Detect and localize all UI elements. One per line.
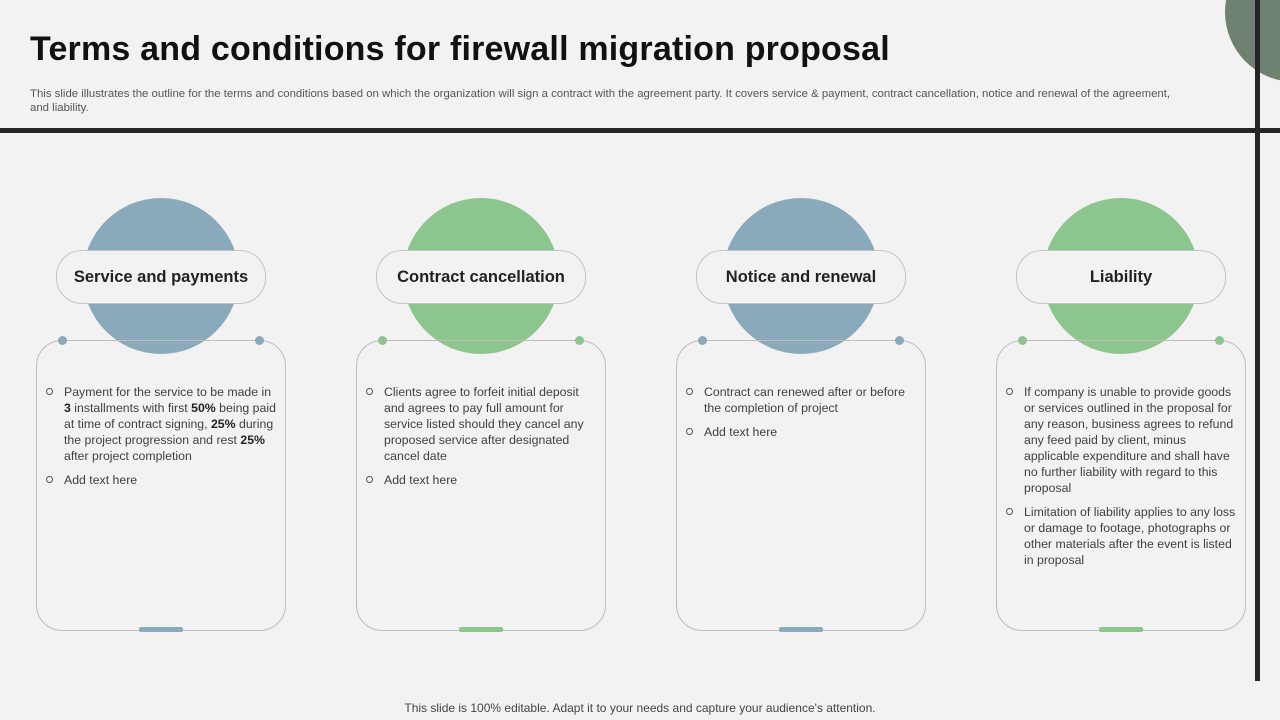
bullet-text: Add text here [64,473,138,487]
card-contract-cancellation [356,198,606,631]
bullet-item [686,424,916,440]
bullet-emphasis: 25% [210,417,236,431]
bullet-circle-icon [366,476,373,483]
card-dot-right [255,336,264,345]
card-bottom-bar [139,627,183,632]
bullet-circle-icon [46,476,53,483]
bullet-text: Contract can renewed after or before the completion of project [704,385,905,415]
bullet-emphasis: 50% [191,401,216,415]
card-heading: Notice and renewal [696,250,906,304]
bullet-circle-icon [366,388,373,395]
bullet-emphasis: 25% [240,433,265,447]
bullet-text: Add text here [384,473,458,487]
card-notice-and-renewal [676,198,926,631]
card-heading: Contract cancellation [376,250,586,304]
card-heading: Service and payments [56,250,266,304]
card-bottom-bar [1099,627,1143,632]
card-bullet-list [46,384,276,496]
bullet-item [1006,384,1236,496]
card-heading: Liability [1016,250,1226,304]
bullet-circle-icon [686,428,693,435]
card-bullet-list [1006,384,1236,576]
footer-note: This slide is 100% editable. Adapt it to your needs and capture your audience's attention. [404,701,876,715]
bullet-circle-icon [1006,388,1013,395]
card-bottom-bar [779,627,823,632]
bullet-circle-icon [1006,508,1013,515]
card-liability [996,198,1246,631]
card-dot-left [698,336,707,345]
right-divider-line [1255,0,1260,681]
bullet-text: If company is unable to provide goods or services outlined in the proposal for any reason, business agrees to refund any feed paid by client, minus applicable expenditure and shall have no further liability with regard to this proposal [1024,385,1234,495]
slide-subtitle: This slide illustrates the outline for the terms and conditions based on which the organization will sign a contract with the agreement party. It covers service & payment, contract cancellation, notice and renewal of the agreement, and liability. [30,88,1171,114]
card-dot-right [895,336,904,345]
bullet-text: after project completion [64,449,192,463]
bullet-text: Limitation of liability applies to any loss or damage to footage, photographs or other materials after the event is listed in proposal [1024,505,1236,567]
card-dot-left [378,336,387,345]
card-dot-left [58,336,67,345]
bullet-item [46,472,276,488]
bullet-item [366,472,596,488]
bullet-item [1006,504,1236,568]
bullet-item [366,384,596,464]
card-dot-right [575,336,584,345]
bullet-text: Add text here [704,425,778,439]
card-service-and-payments [36,198,286,631]
card-dot-right [1215,336,1224,345]
bullet-circle-icon [46,388,53,395]
bullet-emphasis: 3 [64,401,71,415]
header-divider-line [0,128,1280,133]
card-dot-left [1018,336,1027,345]
bullet-item [686,384,916,416]
corner-decoration-circle [1225,0,1280,82]
card-bottom-bar [459,627,503,632]
bullet-item [46,384,276,464]
bullet-circle-icon [686,388,693,395]
bullet-text: being paid at time of contract signing, [64,401,276,431]
slide-title: Terms and conditions for firewall migration proposal [30,30,890,68]
bullet-text: Payment for the service to be made in [64,385,272,399]
card-bullet-list [686,384,916,448]
bullet-text: during the project progression and rest [64,417,274,447]
bullet-text: installments with first [70,401,192,415]
card-bullet-list [366,384,596,496]
bullet-text: Clients agree to forfeit initial deposit and agrees to pay full amount for service listed should they cancel any proposed service after designated cancel date [384,385,584,463]
